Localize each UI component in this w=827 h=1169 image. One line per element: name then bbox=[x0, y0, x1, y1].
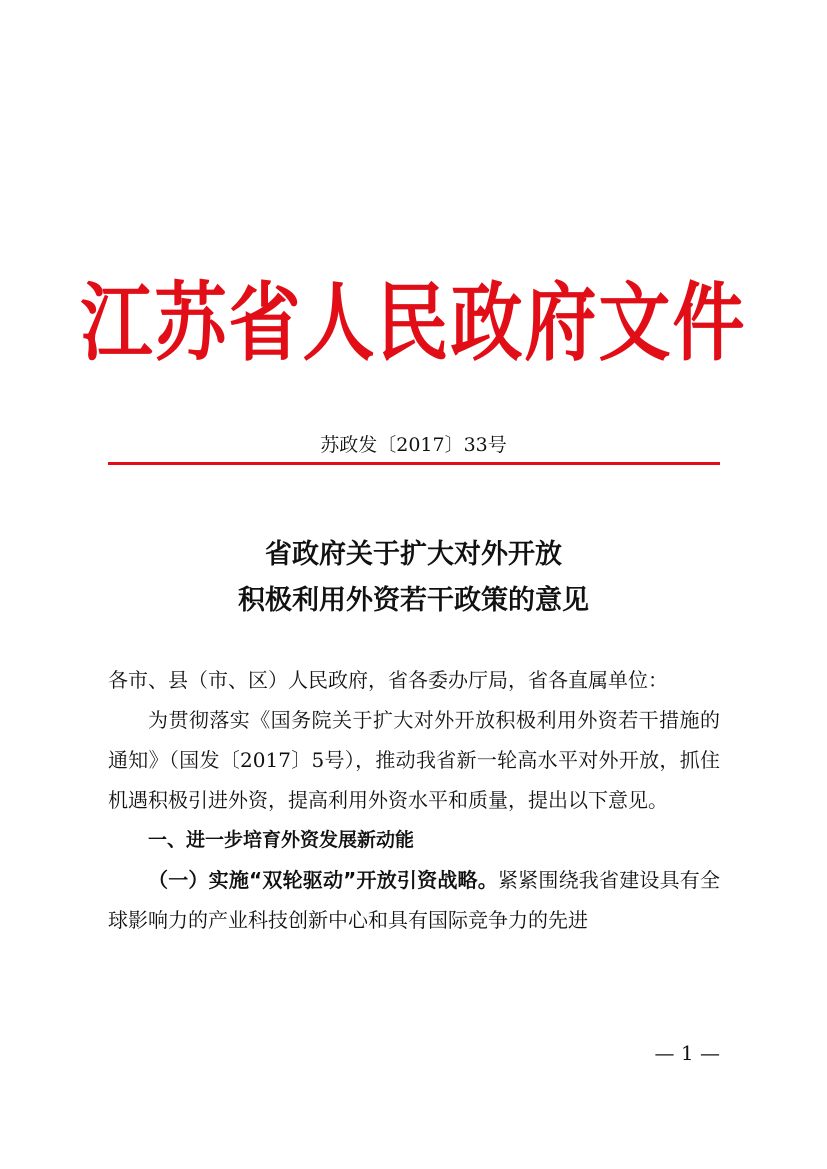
title-line-2: 积极利用外资若干政策的意见 bbox=[238, 585, 589, 616]
policy-item-label: （一）实施“双轮驱动”开放引资战略。 bbox=[148, 868, 498, 892]
policy-item bbox=[108, 860, 720, 940]
document-title bbox=[0, 532, 827, 624]
red-divider bbox=[108, 462, 720, 465]
document-body bbox=[108, 660, 720, 940]
intro-paragraph: 为贯彻落实《国务院关于扩大对外开放积极利用外资若干措施的通知》（国发〔2017〕5号），推动我省新一轮高水平对外开放，抓住机遇积极引进外资，提高利用外资水平和质量，提出以下意见。 bbox=[108, 708, 720, 812]
issuer-heading: 江苏省人民政府文件 bbox=[80, 272, 747, 373]
document-number: 苏政发〔2017〕33号 bbox=[320, 434, 507, 456]
addressee: 各市、县（市、区）人民政府，省各委办厅局，省各直属单位： bbox=[108, 668, 668, 692]
section-heading: 一、进一步培育外资发展新动能 bbox=[148, 829, 415, 851]
title-line-1: 省政府关于扩大对外开放 bbox=[265, 539, 562, 570]
page-number: — 1 — bbox=[654, 1041, 720, 1065]
policy-item-text: 紧紧围绕我省建设具有全球影响力的产业科技创新中心和具有国际竞争力的先进 bbox=[108, 868, 721, 932]
